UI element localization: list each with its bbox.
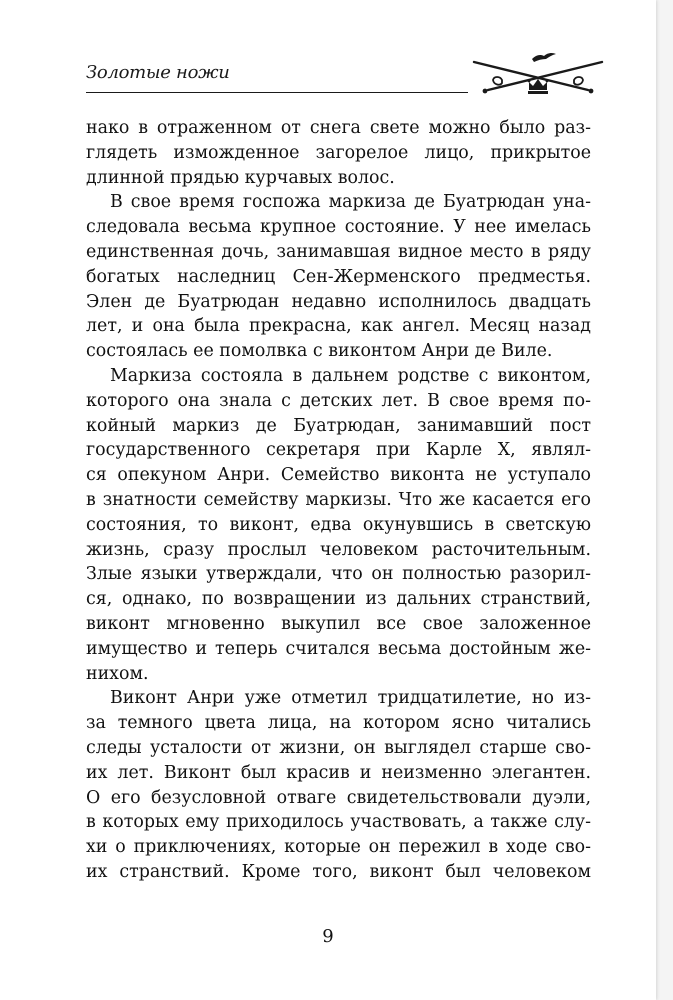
text-line: В свое время госпожа маркиза де Буатрюдан уна- <box>110 192 591 213</box>
text-line: следы усталости от жизни, он выглядел старше сво- <box>86 737 591 758</box>
text-line: единственная дочь, занимавшая видное место в ряду <box>86 241 591 262</box>
text-line: в знатности семейству маркизы. Что же касается его <box>86 489 591 510</box>
text-line: их странствий. Кроме того, виконт был человеком <box>86 861 591 882</box>
text-line: богатых наследниц Сен-Жерменского предместья. <box>86 266 591 287</box>
text-line: хи о приключениях, которые он пережил в ходе сво- <box>86 837 591 858</box>
text-line: ся, однако, по возвращении из дальних странствий, <box>86 589 591 610</box>
text-line: ся опекуном Анри. Семейство виконта не уступало <box>86 465 591 486</box>
running-header <box>86 58 606 98</box>
text-line: нако в отраженном от снега свете можно было раз- <box>86 118 591 138</box>
text-line: состояния, то виконт, едва окунувшись в светскую <box>86 514 591 535</box>
text-line: их лет. Виконт был красив и неизменно элегантен. <box>86 762 591 783</box>
text-line: О его безусловной отваге свидетельствовали дуэли, <box>86 787 591 808</box>
header-rule <box>86 92 468 93</box>
page-number: 9 <box>322 926 334 947</box>
text-line: в которых ему приходилось участвовать, а также слу- <box>86 812 591 833</box>
text-line: которого она знала с детских лет. В свое время по- <box>86 390 591 411</box>
text-line: государственного секретаря при Карле X, являл- <box>86 440 591 461</box>
text-line: глядеть изможденное загорелое лицо, прикрытое <box>86 142 591 163</box>
text-line: имущество и теперь считался весьма достойным же- <box>86 638 591 659</box>
running-title: Золотые ножи <box>86 62 230 83</box>
text-line: нихом. <box>86 663 149 684</box>
paragraph-3 <box>86 364 591 686</box>
text-line: состоялась ее помолвка с виконтом Анри де Виле. <box>86 341 553 362</box>
text-line: жизнь, сразу прослыл человеком расточительным. <box>86 539 591 560</box>
text-line: Элен де Буатрюдан недавно исполнилось двадцать <box>86 291 591 312</box>
paragraph-2 <box>86 190 591 364</box>
text-line: койный маркиз де Буатрюдан, занимавший пост <box>86 415 591 436</box>
text-line: следовала весьма крупное состояние. У нее имелась <box>86 217 591 238</box>
crossed-swords-crown-icon <box>470 50 606 100</box>
paragraph-4 <box>86 686 591 884</box>
text-line: за темного цвета лица, на котором ясно читались <box>86 713 591 734</box>
text-line: длинной прядью курчавых волос. <box>86 167 395 188</box>
text-line: виконт мгновенно выкупил все свое заложенное <box>86 613 591 634</box>
body-text <box>86 116 591 885</box>
text-line: Виконт Анри уже отметил тридцатилетие, но из- <box>110 688 591 709</box>
paragraph-1 <box>86 116 591 190</box>
text-line: лет, и она была прекрасна, как ангел. Месяц назад <box>86 316 591 337</box>
text-line: Маркиза состояла в дальнем родстве с виконтом, <box>110 365 591 386</box>
text-line: Злые языки утверждали, что он полностью разорил- <box>86 564 591 585</box>
